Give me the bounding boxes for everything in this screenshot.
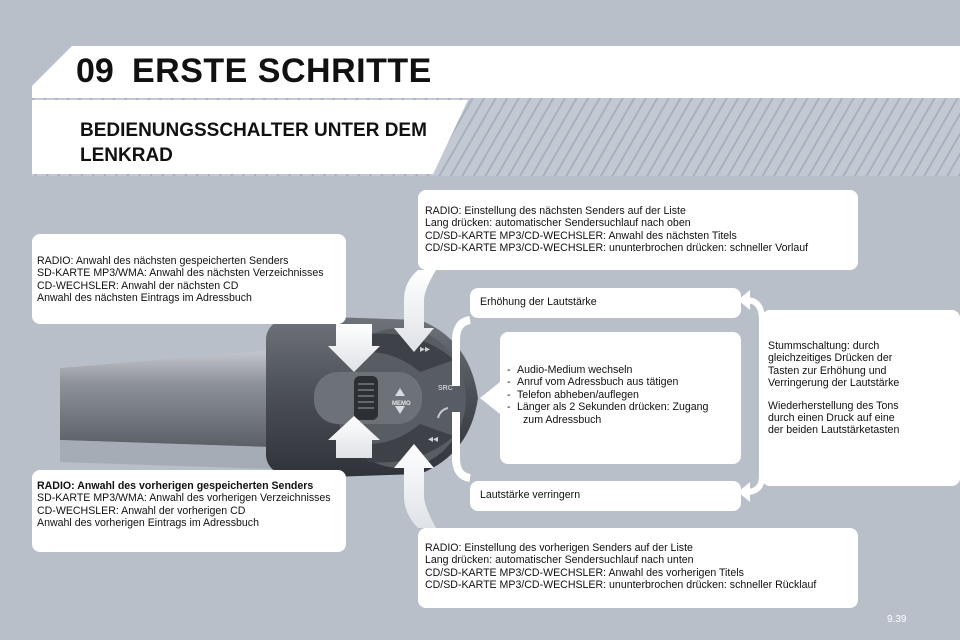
- prev-station-info: [418, 528, 858, 608]
- source-item-4-text: Länger als 2 Sekunden drücken: Zugang: [517, 401, 709, 414]
- volume-up-info: [470, 288, 741, 318]
- source-button-info: [500, 332, 741, 464]
- bullet-dash: -: [507, 388, 511, 401]
- prev-preset-line1: RADIO: Anwahl des vorherigen gespeicherten Senders: [37, 480, 314, 492]
- mute-p1-line4: Verringerung der Lautstärke: [768, 377, 900, 390]
- chapter-number: 09: [76, 52, 114, 90]
- page-number: 9.39: [887, 614, 907, 625]
- stalk-arm: [60, 348, 300, 448]
- volume-down-label: Lautstärke verringern: [480, 489, 581, 501]
- memo-roller: [354, 376, 378, 420]
- next-preset-line1: RADIO: Anwahl des nächsten gespeicherten Senders: [37, 255, 289, 267]
- src-label: SRC: [438, 385, 453, 392]
- source-item-4: [507, 401, 741, 413]
- next-preset-line4: Anwahl des nächsten Eintrags im Adressbuch: [37, 292, 252, 305]
- mute-paragraph-1: [768, 340, 960, 390]
- mute-p2-line3: der beiden Lautstärketasten: [768, 424, 900, 437]
- source-item-3: [507, 389, 741, 401]
- prev-station-line4: CD/SD-KARTE MP3/CD-WECHSLER: ununterbrochen drücken: schneller Rücklauf: [425, 579, 817, 592]
- source-item-4-cont: zum Adressbuch: [523, 413, 602, 426]
- mute-p2-line2: durch einen Druck auf eine: [768, 412, 895, 425]
- source-arrow: [480, 382, 500, 414]
- source-item-3-text: Telefon abheben/auflegen: [517, 388, 639, 401]
- source-item-2: [507, 376, 741, 388]
- mute-p1-line1: Stummschaltung: durch: [768, 340, 880, 352]
- prev-preset-line4: Anwahl des vorherigen Eintrags im Adressbuch: [37, 517, 259, 530]
- volume-up-label: Erhöhung der Lautstärke: [480, 296, 597, 308]
- bullet-dash: -: [507, 364, 511, 376]
- rewind-label: ◂◂: [428, 434, 439, 445]
- page-title: ERSTE SCHRITTE: [132, 52, 432, 90]
- prev-station-line2: Lang drücken: automatischer Sendersuchlauf nach unten: [425, 554, 694, 567]
- source-item-1-text: Audio-Medium wechseln: [517, 364, 633, 376]
- mute-info: [762, 310, 960, 486]
- prev-station-line1: RADIO: Einstellung des vorherigen Senders auf der Liste: [425, 542, 693, 554]
- forward-label: ▸▸: [420, 344, 431, 355]
- prev-preset-line3: CD-WECHSLER: Anwahl der vorherigen CD: [37, 504, 246, 517]
- next-station-info: [418, 190, 858, 270]
- prev-station-line3: CD/SD-KARTE MP3/CD-WECHSLER: Anwahl des vorherigen Titels: [425, 566, 744, 579]
- source-item-2-text: Anruf vom Adressbuch aus tätigen: [517, 376, 679, 389]
- next-preset-info: [32, 234, 346, 324]
- next-preset-line3: CD-WECHSLER: Anwahl der nächsten CD: [37, 279, 239, 292]
- next-station-line4: CD/SD-KARTE MP3/CD-WECHSLER: ununterbrochen drücken: schneller Vorlauf: [425, 242, 809, 255]
- next-station-line1: RADIO: Einstellung des nächsten Senders auf der Liste: [425, 205, 686, 217]
- volume-down-info: [470, 481, 741, 511]
- mute-p1-line3: Tasten zur Erhöhung und: [768, 364, 887, 377]
- mute-paragraph-2: [768, 400, 960, 437]
- mute-p2-line1: Wiederherstellung des Tons: [768, 399, 899, 412]
- volume-right-connector: [746, 300, 762, 492]
- prev-preset-info: [32, 470, 346, 552]
- mute-p1-line2: gleichzeitiges Drücken der: [768, 352, 893, 365]
- next-station-line2: Lang drücken: automatischer Sendersuchlauf nach oben: [425, 217, 691, 230]
- bullet-dash: -: [507, 376, 511, 389]
- section-title-line1: BEDIENUNGSSCHALTER UNTER DEM: [80, 120, 427, 141]
- next-preset-line2: SD-KARTE MP3/WMA: Anwahl des nächsten Verzeichnisses: [37, 267, 324, 280]
- source-item-1: [507, 364, 741, 376]
- prev-preset-line2: SD-KARTE MP3/WMA: Anwahl des vorherigen Verzeichnisses: [37, 492, 331, 505]
- bullet-dash: -: [507, 401, 511, 414]
- next-station-line3: CD/SD-KARTE MP3/CD-WECHSLER: Anwahl des nächsten Titels: [425, 229, 737, 242]
- memo-label: MEMO: [392, 401, 411, 407]
- section-title-line2: LENKRAD: [80, 145, 173, 166]
